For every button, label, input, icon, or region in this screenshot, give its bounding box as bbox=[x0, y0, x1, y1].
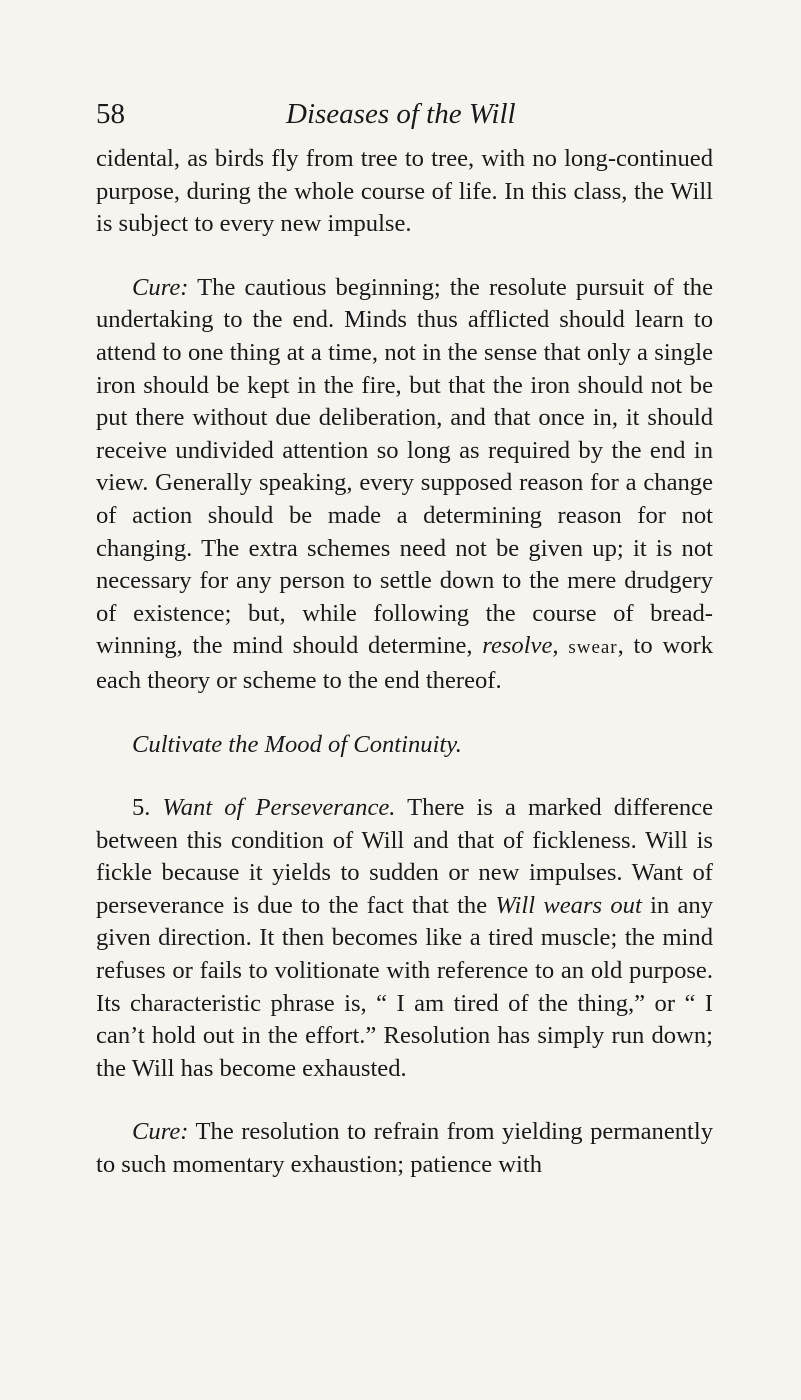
small-caps-swear: swear bbox=[568, 637, 618, 659]
body-text bbox=[96, 143, 713, 1182]
page-header bbox=[96, 98, 716, 138]
paragraph-text: cidental, as birds fly from tree to tree, with no long-continued purpose, during the whole course of life. In this class, the Will is subject to every new impulse. bbox=[96, 145, 713, 238]
emphasis-resolve: resolve, bbox=[482, 632, 559, 660]
paragraph-continuation bbox=[96, 143, 713, 241]
emphasis-will-wears-out: Will wears out bbox=[495, 891, 642, 919]
running-title: Diseases of the Will bbox=[286, 98, 516, 130]
section-heading: Want of Perseverance. bbox=[162, 794, 396, 822]
paragraph-cure-perseverance bbox=[96, 1116, 713, 1181]
paragraph-text: The cautious beginning; the resolute pursuit of the undertaking to the end. Minds thus afflicted should learn to attend to one thing at a time, not in the sense that only a single iron should be kept in the fire, but that the iron should not be put there without due deliberation, and that once in, it should receive undivided attention so long as required by the end in view. Generally speaking, every supposed reason for a change of action should be made a determining reason for not changing. The extra schemes need not be given up; it is not necessary for any person to settle down to the mere drudgery of existence; but, while following the course of bread-winning, the mind should determine, bbox=[96, 273, 713, 660]
paragraph-text: There is a marked difference between this condition of Will and that of fickleness. Will is fickle because it yields to sudden or new impulses. Want of perseverance is due to the fact that the bbox=[96, 794, 714, 919]
page-number: 58 bbox=[96, 98, 125, 130]
paragraph-text-end: , to work each theory or scheme to the end thereof. bbox=[96, 632, 713, 694]
paragraph-want-of-perseverance bbox=[96, 792, 713, 1085]
cure-label: Cure: bbox=[132, 273, 189, 301]
cure-label: Cure: bbox=[132, 1118, 189, 1146]
section-number: 5. bbox=[132, 794, 163, 822]
paragraph-cure-fickleness bbox=[96, 272, 713, 698]
maxim-text: Cultivate the Mood of Continuity. bbox=[132, 730, 462, 758]
paragraph-text: The resolution to refrain from yielding permanently to such momentary exhaustion; patience with bbox=[96, 1118, 713, 1179]
paragraph-text-end: in any given direction. It then becomes like a tired muscle; the mind refuses or fails to volitionate with reference to an old purpose. Its characteristic phrase is, “ I am tired of the thing,” or “ I can’t hold out in the effort.” Resolution has simply run down; the Will has become exhausted. bbox=[96, 891, 713, 1082]
paragraph-maxim bbox=[96, 729, 713, 762]
